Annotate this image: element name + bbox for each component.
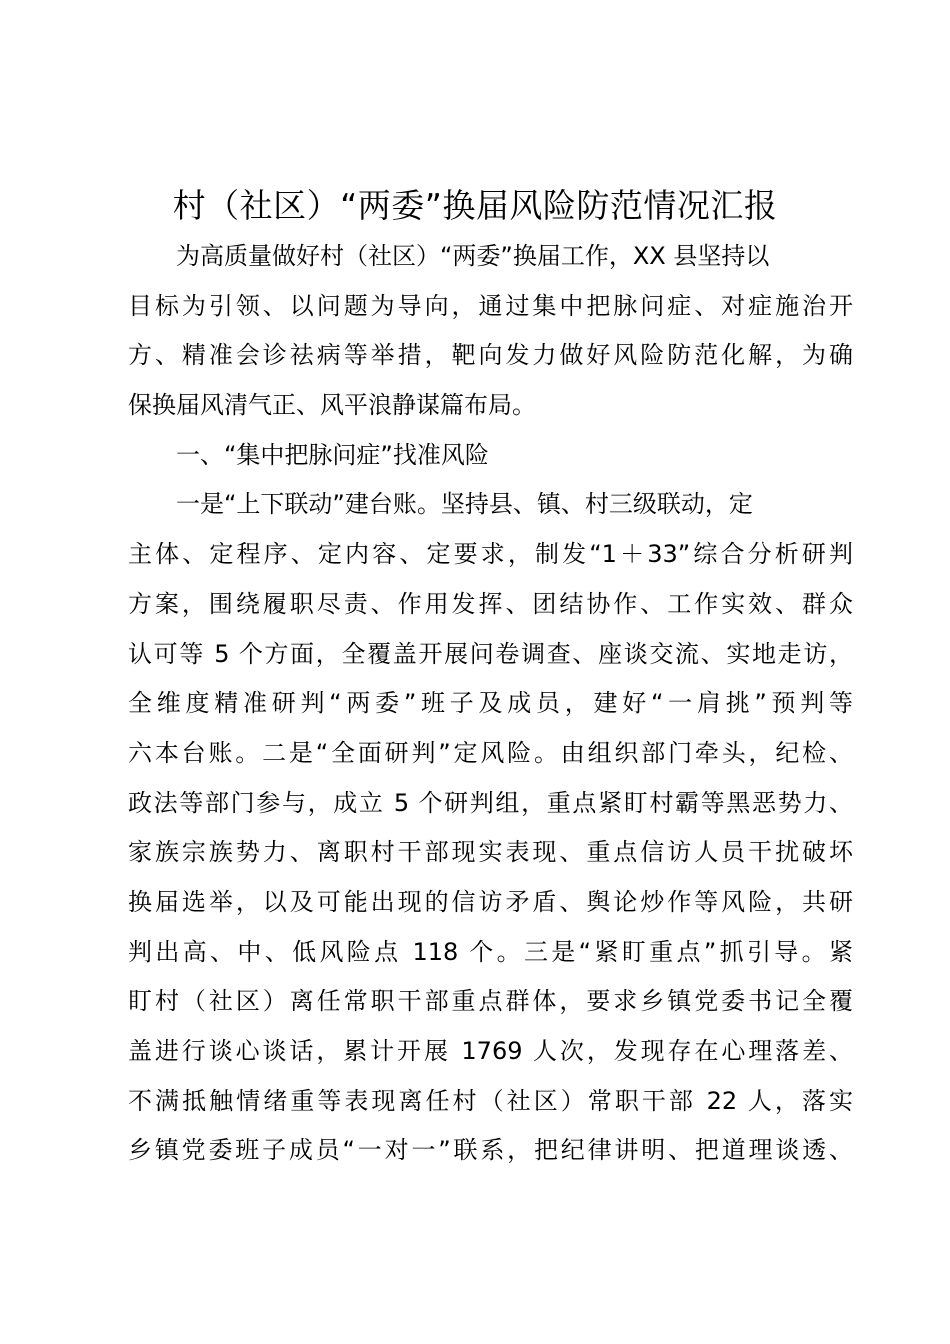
paragraph-line: 家族宗族势力、离职村干部现实表现、重点信访人员干扰破坏 <box>128 838 853 867</box>
paragraph-line: 目标为引领、以问题为导向，通过集中把脉问症、对症施治开 <box>128 291 853 320</box>
document-title: 村（社区）“两委”换届风险防范情况汇报 <box>172 186 778 225</box>
paragraph-line: 乡镇党委班子成员“一对一”联系，把纪律讲明、把道理谈透、 <box>128 1136 853 1165</box>
section-heading: 一、“集中把脉问症”找准风险 <box>176 440 489 469</box>
paragraph-line: 方案，围绕履职尽责、作用发挥、团结协作、工作实效、群众 <box>128 589 853 618</box>
paragraph-line: 不满抵触情绪重等表现离任村（社区）常职干部 22 人，落实 <box>128 1086 853 1115</box>
paragraph-line: 换届选举，以及可能出现的信访矛盾、舆论炒作等风险，共研 <box>128 887 853 916</box>
paragraph-line: 全维度精准研判“两委”班子及成员，建好“一肩挑”预判等 <box>128 689 853 718</box>
paragraph-line: 一是“上下联动”建台账。坚持县、镇、村三级联动，定 <box>176 490 753 519</box>
paragraph-line: 政法等部门参与，成立 5 个研判组，重点紧盯村霸等黑恶势力、 <box>128 788 853 817</box>
paragraph-line: 主体、定程序、定内容、定要求，制发“1＋33”综合分析研判 <box>128 540 853 569</box>
paragraph-line: 方、精准会诊祛病等举措，靶向发力做好风险防范化解，为确 <box>128 341 853 370</box>
paragraph-line: 判出高、中、低风险点 118 个。三是“紧盯重点”抓引导。紧 <box>128 937 853 966</box>
paragraph-line: 保换届风清气正、风平浪静谋篇布局。 <box>128 391 536 420</box>
paragraph-line: 六本台账。二是“全面研判”定风险。由组织部门牵头，纪检、 <box>128 738 853 767</box>
paragraph-line: 盖进行谈心谈话，累计开展 1769 人次，发现存在心理落差、 <box>128 1037 853 1065</box>
document-body <box>128 232 853 1176</box>
paragraph-line: 为高质量做好村（社区）“两委”换届工作，XX 县坚持以 <box>176 242 770 270</box>
paragraph-line: 认可等 5 个方面，全覆盖开展问卷调查、座谈交流、实地走访， <box>128 639 853 668</box>
paragraph-line: 盯村（社区）离任常职干部重点群体，要求乡镇党委书记全覆 <box>128 987 853 1016</box>
